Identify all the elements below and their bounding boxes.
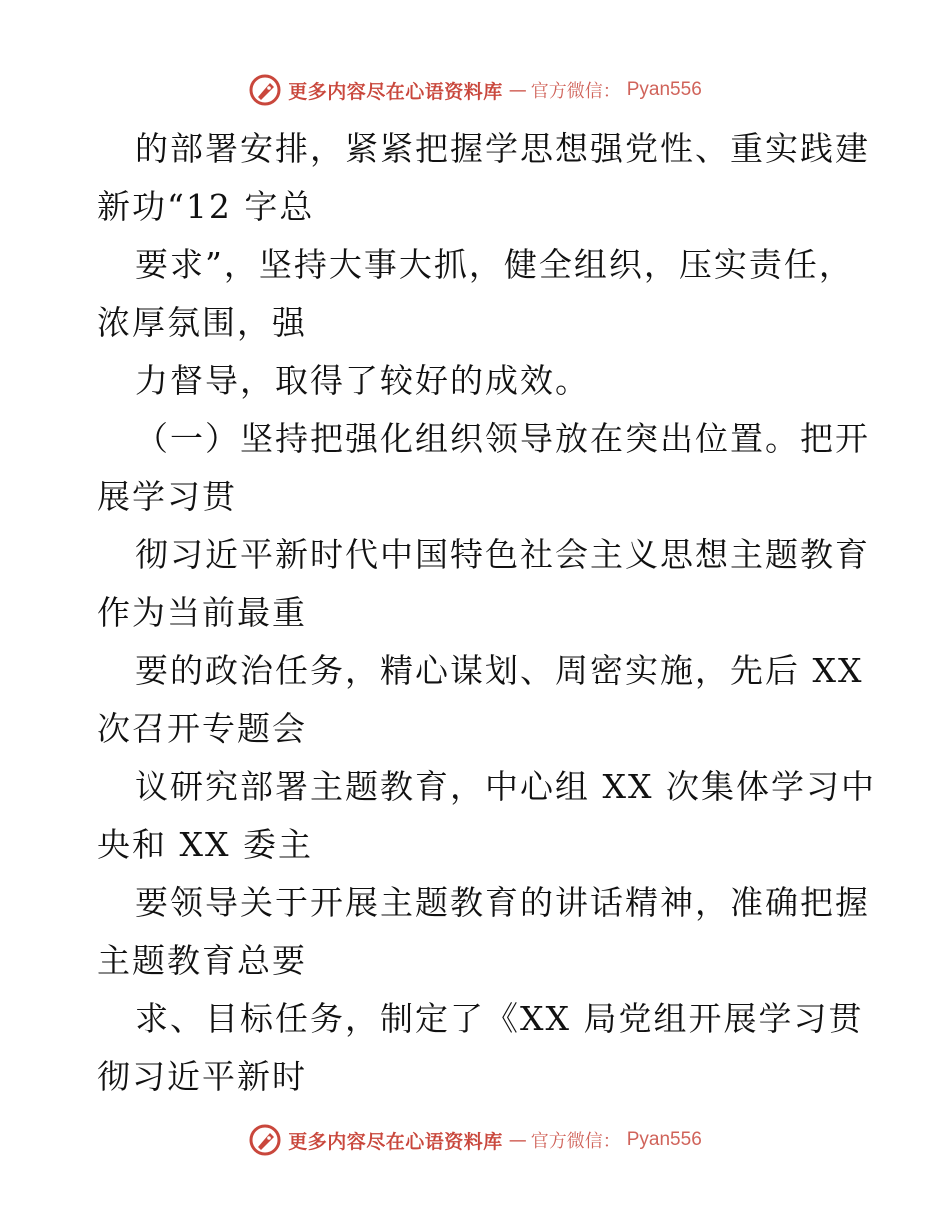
footer-banner xyxy=(0,1120,950,1160)
banner-main-text: 更多内容尽在心语资料库 xyxy=(288,1130,503,1153)
banner-wechat-label: 官方微信： xyxy=(530,1131,621,1152)
body-line: 作为当前最重 xyxy=(97,593,307,632)
body-line: 新功“12 字总 xyxy=(97,187,315,226)
pen-nib-logo-icon xyxy=(248,1123,282,1157)
banner-separator: — xyxy=(508,79,525,101)
header-banner xyxy=(0,70,950,110)
body-line: 彻习近平新时代中国特色社会主义思想主题教育 xyxy=(135,535,870,574)
body-line: 要求”，坚持大事大抓，健全组织，压实责任， xyxy=(135,245,854,284)
body-line: 央和 XX 委主 xyxy=(97,825,313,864)
section-heading-line: （一）坚持把强化组织领导放在突出位置。把开 xyxy=(135,419,870,458)
banner-wechat-id: Pyan556 xyxy=(626,79,702,100)
body-line: 议研究部署主题教育，中心组 XX 次集体学习中 xyxy=(135,767,876,806)
banner-wechat-label: 官方微信： xyxy=(530,81,621,102)
body-line: 要领导关于开展主题教育的讲话精神，准确把握 xyxy=(135,883,870,922)
body-line: 浓厚氛围，强 xyxy=(97,303,307,342)
banner-wechat-id: Pyan556 xyxy=(626,1129,702,1150)
body-line: 求、目标任务，制定了《XX 局党组开展学习贯 xyxy=(135,999,864,1038)
pen-nib-logo-icon xyxy=(248,73,282,107)
body-line: 力督导，取得了较好的成效。 xyxy=(135,361,590,400)
body-line: 展学习贯 xyxy=(97,477,237,516)
body-line: 次召开专题会 xyxy=(97,709,307,748)
banner-separator: — xyxy=(508,1129,525,1151)
body-line: 要的政治任务，精心谋划、周密实施，先后 XX xyxy=(135,651,864,690)
document-body xyxy=(97,120,876,1106)
body-line: 的部署安排，紧紧把握学思想强党性、重实践建 xyxy=(135,129,870,168)
body-line: 主题教育总要 xyxy=(97,941,307,980)
body-line: 彻习近平新时 xyxy=(97,1057,307,1096)
banner-main-text: 更多内容尽在心语资料库 xyxy=(288,80,503,103)
